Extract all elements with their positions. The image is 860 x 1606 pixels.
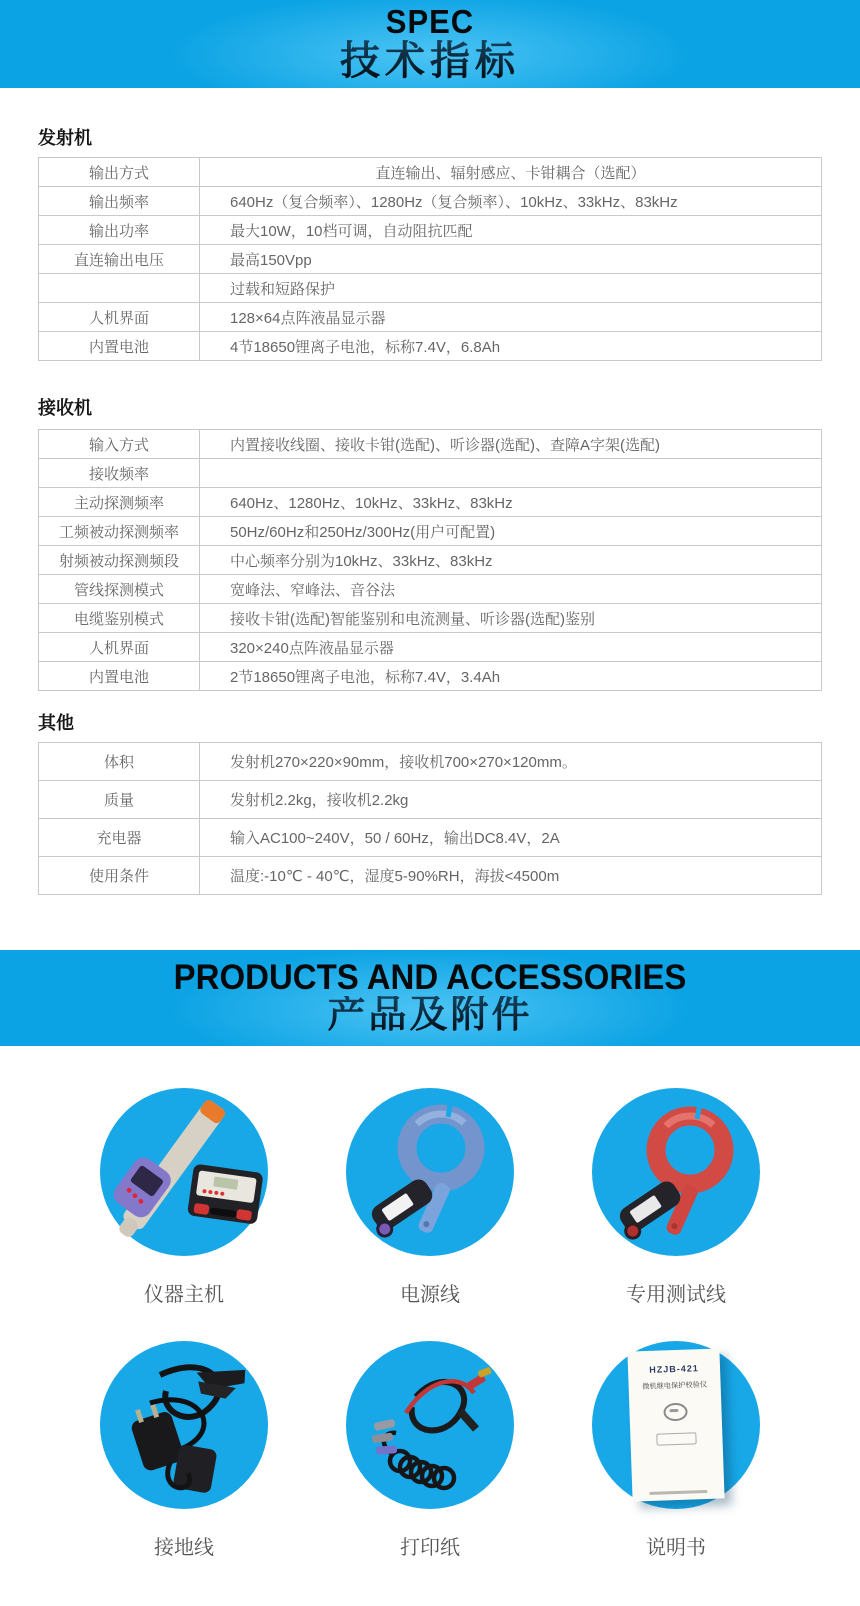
table-row [39, 633, 822, 662]
spec-value: 过载和短路保护 [200, 274, 822, 303]
manual-stamp-box [656, 1432, 696, 1445]
table-row [39, 662, 822, 691]
spec-label: 输出功率 [39, 216, 200, 245]
products-banner [0, 950, 860, 1046]
products-grid [0, 1046, 860, 1606]
table-row [39, 575, 822, 604]
product-photo-blue-clamp [346, 1088, 514, 1256]
spec-label: 质量 [39, 781, 200, 819]
spec-label: 内置电池 [39, 662, 200, 691]
product-power-cord [342, 1088, 518, 1307]
table-row [39, 604, 822, 633]
ground-wire-icon [100, 1341, 268, 1509]
product-label: 打印纸 [400, 1537, 460, 1559]
spec-label: 人机界面 [39, 633, 200, 662]
product-photo-manual [592, 1341, 760, 1509]
spec-label: 电缆鉴别模式 [39, 604, 200, 633]
table-row [39, 781, 822, 819]
table-row [39, 819, 822, 857]
products-row-2 [0, 1341, 860, 1560]
spec-value: 输入AC100~240V，50 / 60Hz，输出DC8.4V，2A [200, 819, 822, 857]
manual-title-text: 微机继电保护校验仪 [642, 1380, 708, 1391]
spec-value: 最大10W，10档可调，自动阻抗匹配 [200, 216, 822, 245]
products-banner-title-en: PRODUCTS AND ACCESSORIES [173, 956, 687, 997]
spec-value: 温度:-10℃ - 40℃，湿度5-90%RH，海拔<4500m [200, 857, 822, 895]
product-test-lead-clamp [588, 1088, 764, 1307]
table-row [39, 274, 822, 303]
table-row [39, 430, 822, 459]
spec-value: 128×64点阵液晶显示器 [200, 303, 822, 332]
spec-content [0, 124, 860, 895]
spec-label: 输出方式 [39, 158, 200, 187]
product-ground-wire [96, 1341, 272, 1560]
table-row [39, 187, 822, 216]
spec-value: 4节18650锂离子电池，标称7.4V，6.8Ah [200, 332, 822, 361]
product-manual [588, 1341, 764, 1560]
table-row [39, 459, 822, 488]
table-row [39, 857, 822, 895]
test-leads-icon [346, 1341, 514, 1509]
spec-label: 主动探测频率 [39, 488, 200, 517]
table-row [39, 332, 822, 361]
spec-value: 宽峰法、窄峰法、音谷法 [200, 575, 822, 604]
spec-label: 工频被动探测频率 [39, 517, 200, 546]
products-row-1 [0, 1088, 860, 1307]
table-row [39, 488, 822, 517]
spec-value: 中心频率分别为10kHz、33kHz、83kHz [200, 546, 822, 575]
spec-label: 接收频率 [39, 459, 200, 488]
table-row [39, 158, 822, 187]
product-label: 电源线 [400, 1284, 460, 1306]
spec-label: 管线探测模式 [39, 575, 200, 604]
spec-label: 充电器 [39, 819, 200, 857]
spec-banner [0, 0, 860, 88]
transmitter-table [38, 157, 822, 361]
spec-banner-title-en: SPEC [385, 2, 475, 41]
section-title-transmitter: 发射机 [38, 128, 92, 148]
spec-label: 射频被动探测频段 [39, 546, 200, 575]
spec-label: 使用条件 [39, 857, 200, 895]
spec-label: 体积 [39, 743, 200, 781]
table-row [39, 743, 822, 781]
spec-value: 内置接收线圈、接收卡钳(选配)、听诊器(选配)、查障A字架(选配) [200, 430, 822, 459]
spec-label [39, 274, 200, 303]
blue-clamp-icon [346, 1088, 514, 1256]
spec-label: 内置电池 [39, 332, 200, 361]
manual-model-text: HZJB-421 [649, 1363, 699, 1375]
manual-company-line [649, 1490, 707, 1495]
spec-value: 接收卡钳(选配)智能鉴别和电流测量、听诊器(选配)鉴别 [200, 604, 822, 633]
spec-value: 直连输出、辐射感应、卡钳耦合（选配） [200, 158, 822, 187]
section-title-other: 其他 [38, 713, 74, 733]
spec-label: 输入方式 [39, 430, 200, 459]
receiver-table [38, 429, 822, 691]
product-label: 接地线 [154, 1537, 214, 1559]
spec-value: 640Hz、1280Hz、10kHz、33kHz、83kHz [200, 488, 822, 517]
product-label: 专用测试线 [626, 1284, 726, 1306]
spec-banner-title-zh: 技术指标 [340, 39, 520, 83]
product-print-paper [342, 1341, 518, 1560]
spec-value: 2节18650锂离子电池，标称7.4V，3.4Ah [200, 662, 822, 691]
red-clamp-icon [592, 1088, 760, 1256]
spec-value: 50Hz/60Hz和250Hz/300Hz(用户可配置) [200, 517, 822, 546]
product-photo-red-clamp [592, 1088, 760, 1256]
table-row [39, 517, 822, 546]
spec-value [200, 459, 822, 488]
product-photo-ground-wire [100, 1341, 268, 1509]
spec-value: 320×240点阵液晶显示器 [200, 633, 822, 662]
section-title-receiver: 接收机 [38, 398, 92, 418]
spec-label: 直连输出电压 [39, 245, 200, 274]
spec-value: 发射机2.2kg，接收机2.2kg [200, 781, 822, 819]
table-row [39, 303, 822, 332]
spec-value: 发射机270×220×90mm，接收机700×270×120mm。 [200, 743, 822, 781]
manual-logo-icon [663, 1403, 688, 1422]
manual-cover [627, 1348, 724, 1501]
table-row [39, 546, 822, 575]
spec-value: 最高150Vpp [200, 245, 822, 274]
products-banner-title-zh: 产品及附件 [327, 994, 533, 1037]
product-label: 仪器主机 [144, 1284, 224, 1306]
spec-value: 640Hz（复合频率）、1280Hz（复合频率）、10kHz、33kHz、83kHz [200, 187, 822, 216]
table-row [39, 245, 822, 274]
locator-and-transmitter-icon [100, 1088, 268, 1256]
spec-label: 人机界面 [39, 303, 200, 332]
product-photo-test-leads [346, 1341, 514, 1509]
spec-label: 输出频率 [39, 187, 200, 216]
other-table [38, 742, 822, 895]
product-main-unit [96, 1088, 272, 1307]
product-label: 说明书 [646, 1537, 706, 1559]
product-photo-main-unit [100, 1088, 268, 1256]
table-row [39, 216, 822, 245]
